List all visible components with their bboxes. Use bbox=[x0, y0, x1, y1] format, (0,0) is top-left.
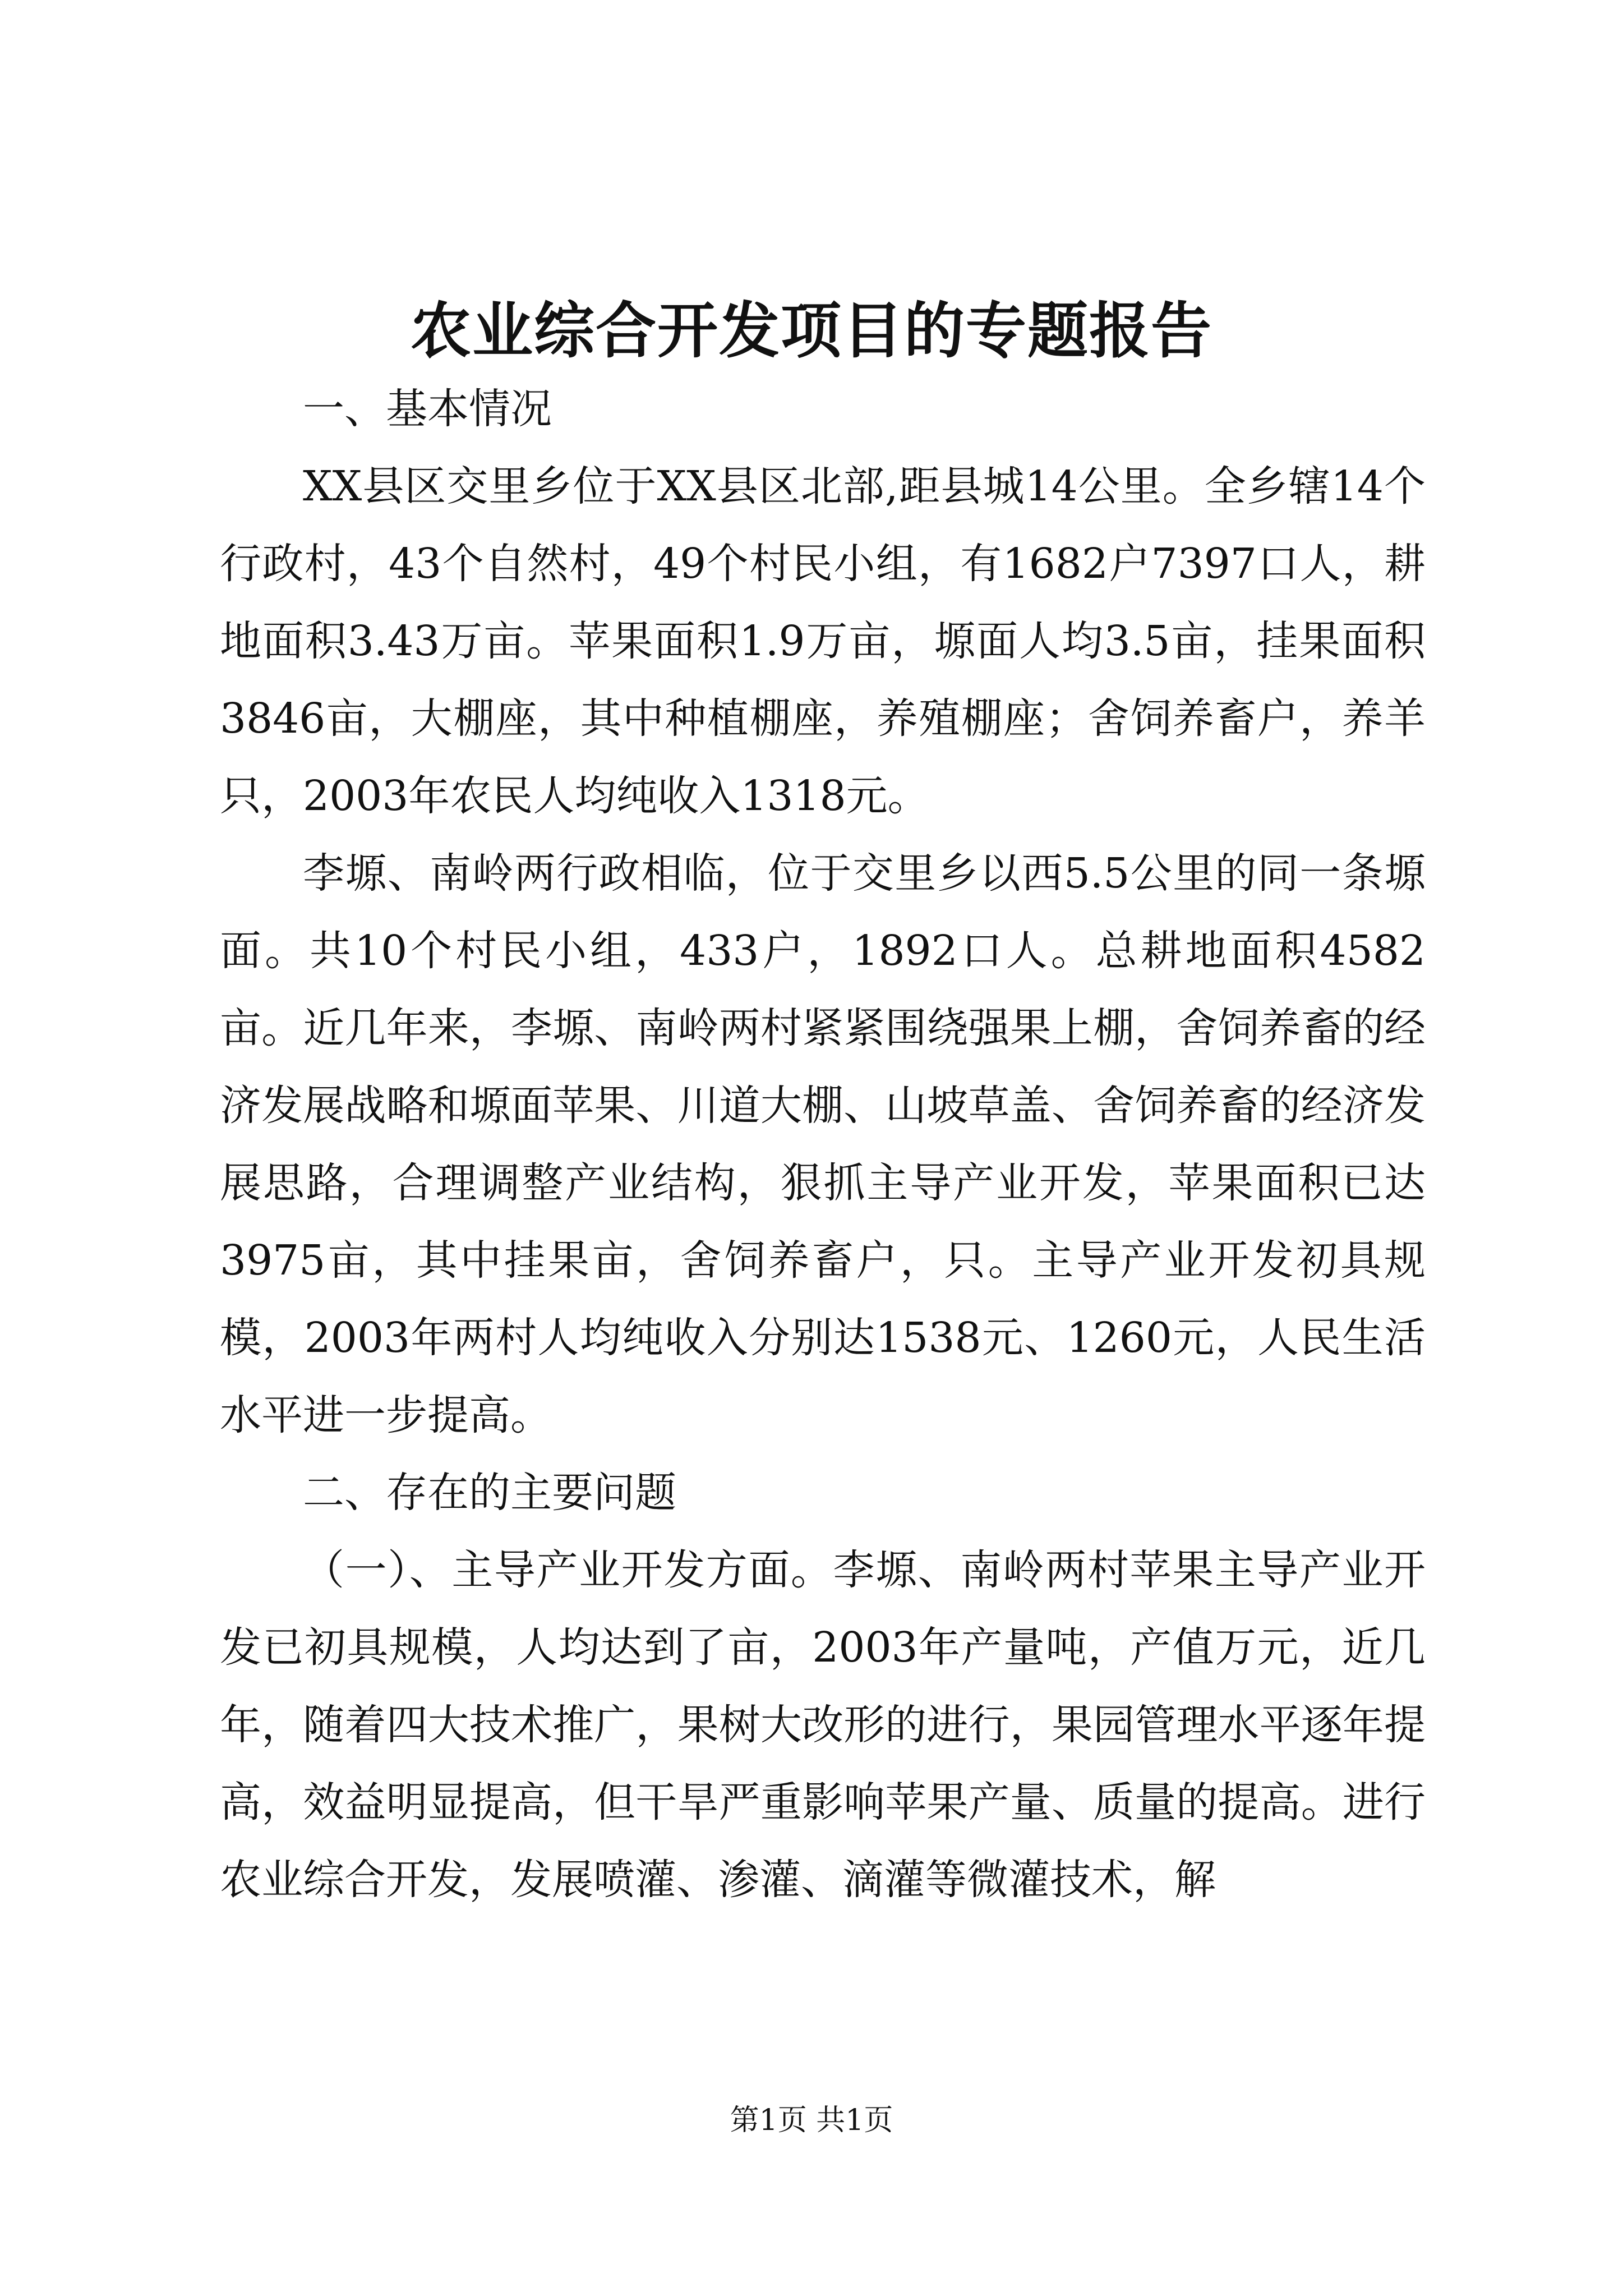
document-title: 农业综合开发项目的专题报告 bbox=[410, 296, 1212, 366]
section-heading-main-problems: 二、存在的主要问题 bbox=[303, 1469, 676, 1517]
page-footer: 第1页 共1页 bbox=[730, 2104, 893, 2137]
paragraph-industry-development: （一）、主导产业开发方面。李塬、南岭两村苹果主导产业开发已初具规模，人均达到了亩，2003年产量吨，产值万元，近几年，随着四大技术推广，果树大改形的进行，果园管理水平逐年提高，效益明显提高，但干旱严重影响苹果产量、质量的提高。进行农业综合开发，发展喷灌、渗灌、滴灌等微灌技术，解 bbox=[220, 1546, 1426, 1904]
paragraph-township-overview: XX县区交里乡位于XX县区北部,距县城14公里。全乡辖14个行政村，43个自然村，49个村民小组，有1682户7397口人，耕地面积3.43万亩。苹果面积1.9万亩，塬面人均3.5亩，挂果面积3846亩，大棚座，其中种植棚座，养殖棚座；舍饲养畜户，养羊只，2003年农民人均纯收入1318元。 bbox=[220, 462, 1426, 820]
paragraph-village-overview: 李塬、南岭两行政相临，位于交里乡以西5.5公里的同一条塬面。共10个村民小组，433户，1892口人。总耕地面积4582亩。近几年来，李塬、南岭两村紧紧围绕强果上棚，舍饲养畜的经济发展战略和塬面苹果、川道大棚、山坡草盖、舍饲养畜的经济发展思路，合理调整产业结构，狠抓主导产业开发，苹果面积已达3975亩，其中挂果亩，舍饲养畜户，只。主导产业开发初具规模，2003年两村人均纯收入分别达1538元、1260元，人民生活水平进一步提高。 bbox=[220, 849, 1426, 1439]
document-body bbox=[220, 370, 1426, 1918]
section-heading-basic-situation: 一、基本情况 bbox=[303, 385, 552, 433]
